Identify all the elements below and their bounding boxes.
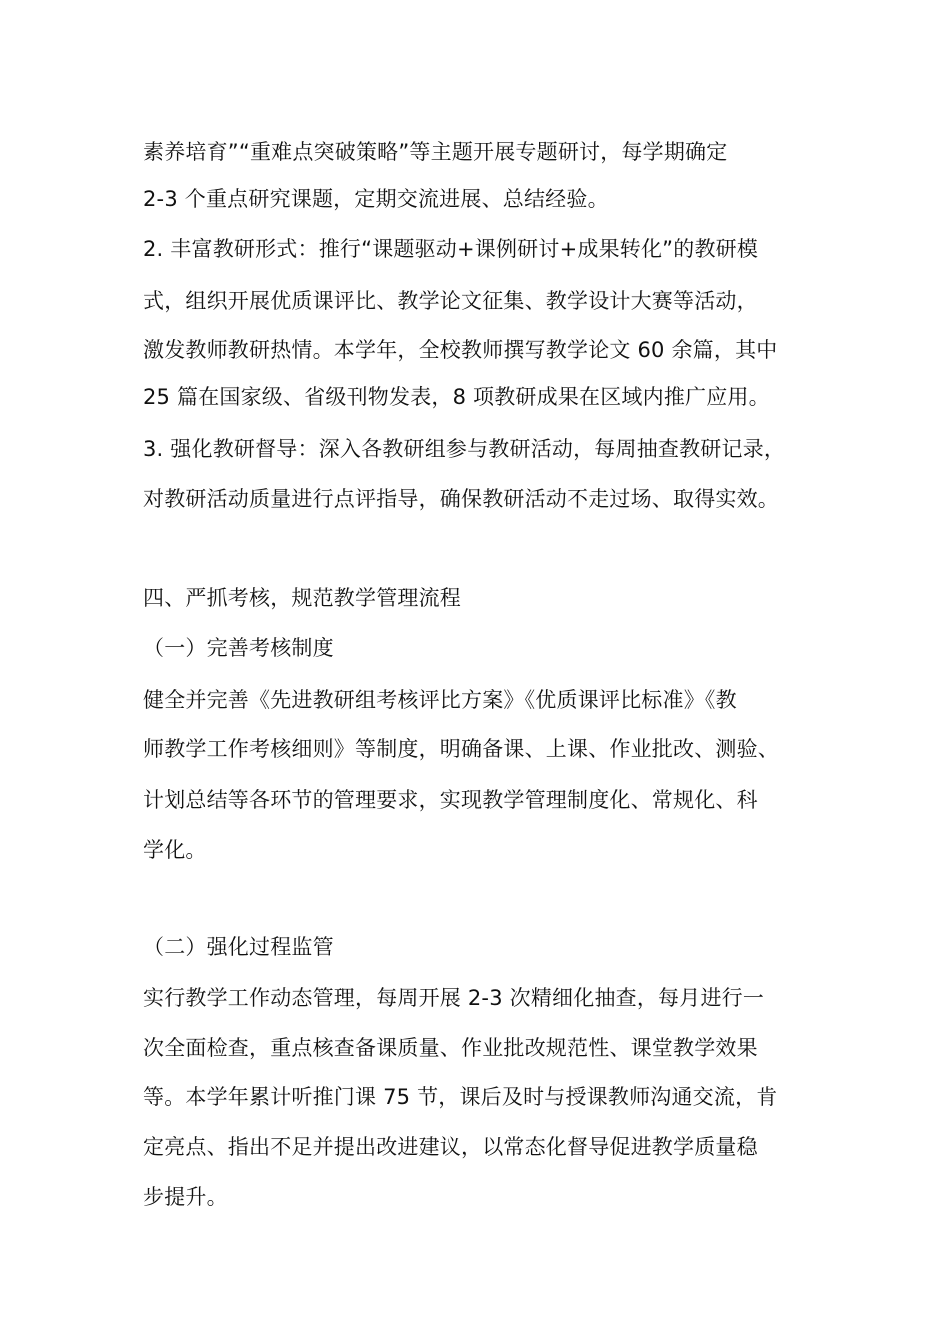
- paragraph-line: 师教学工作考核细则》等制度，明确备课、上课、作业批改、测验、: [143, 737, 779, 761]
- paragraph-line: 实行教学工作动态管理，每周开展 2-3 次精细化抽查，每月进行一: [143, 986, 765, 1010]
- paragraph-line: 次全面检查，重点核查备课质量、作业批改规范性、课堂教学效果: [143, 1036, 758, 1060]
- paragraph-line: 计划总结等各环节的管理要求，实现教学管理制度化、常规化、科: [143, 788, 758, 812]
- subsection-heading: （二）强化过程监管: [143, 935, 334, 959]
- list-item-3-line: 3. 强化教研督导：深入各教研组参与教研活动，每周抽查教研记录，: [143, 437, 786, 461]
- list-item-3-line: 对教研活动质量进行点评指导，确保教研活动不走过场、取得实效。: [143, 487, 779, 511]
- paragraph-line: 素养培育”“重难点突破策略”等主题开展专题研讨，每学期确定: [143, 140, 728, 164]
- paragraph-line: 等。本学年累计听推门课 75 节，课后及时与授课教师沟通交流，肯: [143, 1085, 778, 1109]
- paragraph-line: 步提升。: [143, 1185, 228, 1209]
- paragraph-line: 健全并完善《先进教研组考核评比方案》《优质课评比标准》《教: [143, 688, 737, 712]
- section-heading: 四、严抓考核，规范教学管理流程: [143, 586, 461, 610]
- paragraph-line: 学化。: [143, 838, 207, 862]
- paragraph-line: 定亮点、指出不足并提出改进建议，以常态化督导促进教学质量稳: [143, 1135, 758, 1159]
- list-item-2-line: 激发教师教研热情。本学年，全校教师撰写教学论文 60 余篇，其中: [143, 338, 778, 362]
- list-item-2-line: 式，组织开展优质课评比、教学论文征集、教学设计大赛等活动，: [143, 289, 758, 313]
- list-item-2-line: 25 篇在国家级、省级刊物发表，8 项教研成果在区域内推广应用。: [143, 385, 770, 409]
- paragraph-line: 2-3 个重点研究课题，定期交流进展、总结经验。: [143, 187, 609, 211]
- list-item-2-line: 2. 丰富教研形式：推行“课题驱动+课例研讨+成果转化”的教研模: [143, 237, 759, 261]
- subsection-heading: （一）完善考核制度: [143, 636, 334, 660]
